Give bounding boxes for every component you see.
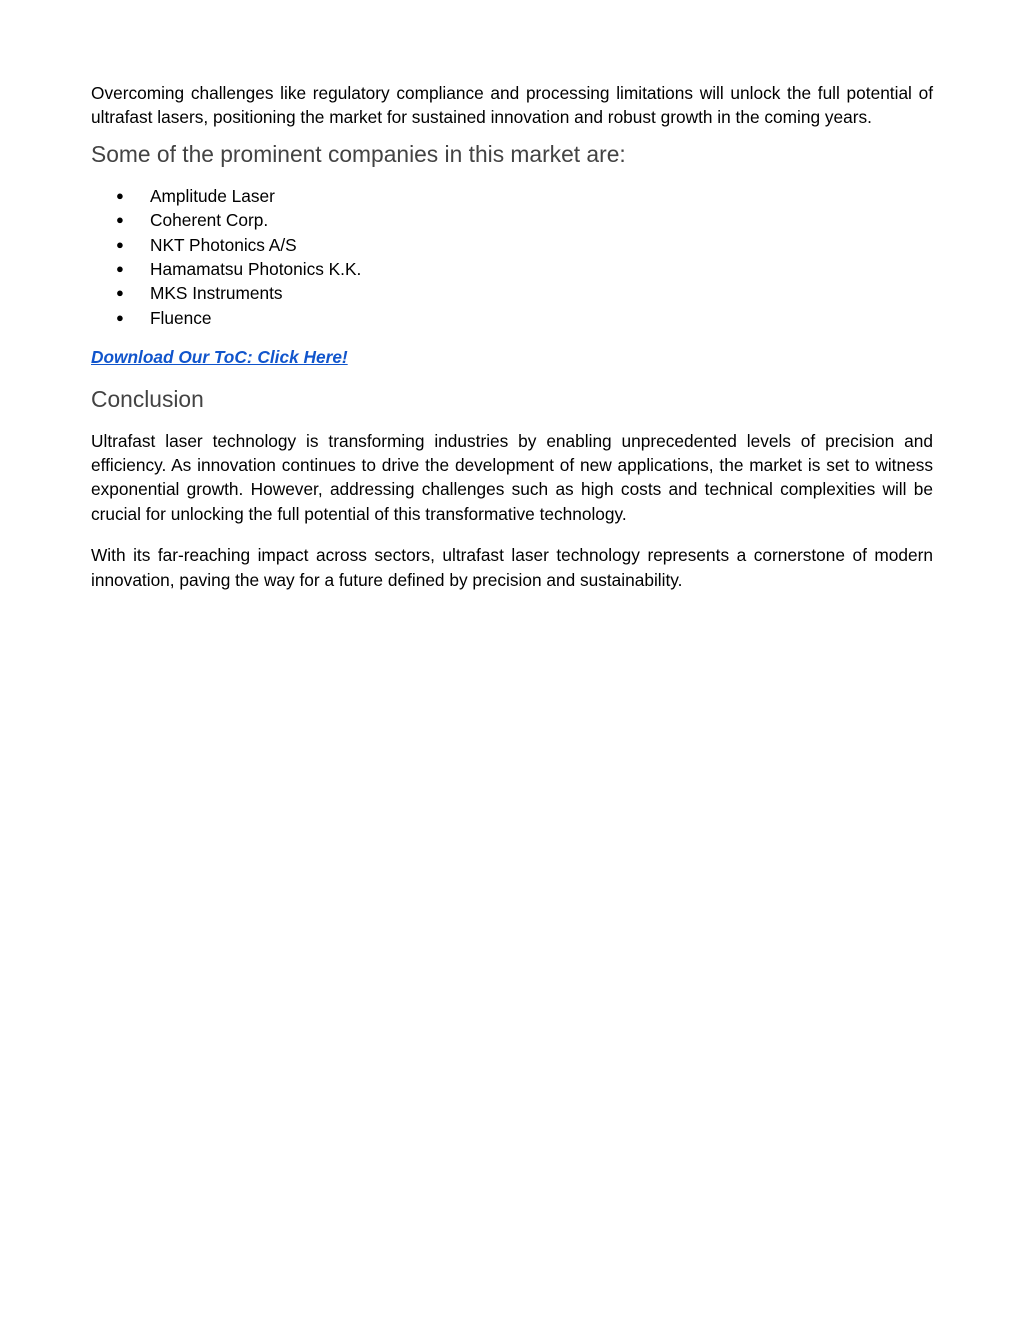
list-item (91, 184, 933, 208)
company-name: NKT Photonics A/S (150, 234, 297, 255)
list-item (91, 257, 933, 281)
bullet-icon: ● (116, 187, 124, 203)
company-name: Fluence (150, 307, 212, 328)
company-name: Coherent Corp. (150, 210, 269, 231)
bullet-icon: ● (116, 309, 124, 325)
bullet-icon: ● (116, 236, 124, 252)
conclusion-paragraph: Ultrafast laser technology is transforming industries by enabling unprecedented levels of precision and efficiency. As innovation continues to drive the development of new applications, the market is set to witness exponential growth. However, addressing challenges such as high costs and technical complexities will be crucial for unlocking the full potential of this transformative technology. (91, 430, 933, 524)
conclusion-paragraph: With its far-reaching impact across sectors, ultrafast laser technology represents a cornerstone of modern innovation, paving the way for a future defined by precision and sustainability. (91, 545, 933, 590)
toc-download-link[interactable]: Download Our ToC: Click Here! (91, 347, 348, 368)
conclusion-heading: Conclusion (91, 385, 204, 412)
document-page (91, 81, 933, 592)
toc-download-paragraph (91, 345, 933, 369)
companies-heading: Some of the prominent companies in this market are: (91, 140, 626, 167)
intro-paragraph: Overcoming challenges like regulatory compliance and processing limitations will unlock the full potential of ultrafast lasers, positioning the market for sustained innovation and robust growth in the coming years. (91, 83, 933, 128)
list-item (91, 306, 933, 330)
list-item (91, 233, 933, 257)
company-name: MKS Instruments (150, 283, 283, 304)
company-list (91, 184, 933, 330)
bullet-icon: ● (116, 212, 124, 228)
list-item (91, 281, 933, 305)
company-name: Hamamatsu Photonics K.K. (150, 259, 362, 280)
list-item (91, 208, 933, 232)
bullet-icon: ● (116, 261, 124, 277)
bullet-icon: ● (116, 285, 124, 301)
company-name: Amplitude Laser (150, 185, 275, 206)
